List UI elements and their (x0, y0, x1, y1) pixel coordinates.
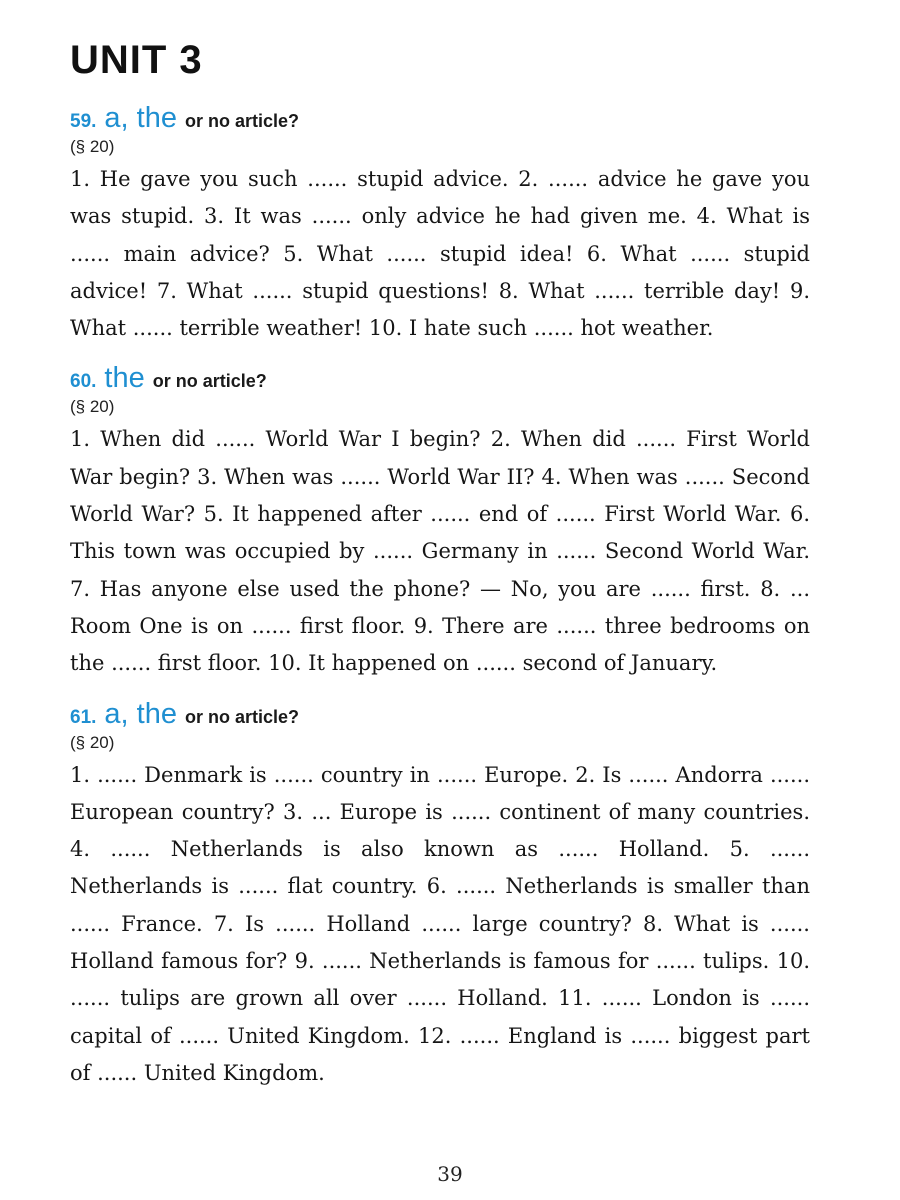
exercise-60 (70, 362, 810, 682)
exercise-61 (70, 697, 810, 1093)
exercise-instruction: or no article? (152, 371, 267, 392)
exercise-heading (70, 102, 810, 135)
exercise-59 (70, 102, 810, 347)
unit-title: UNIT 3 (70, 38, 203, 82)
exercise-number: 61. (70, 706, 97, 728)
textbook-page (70, 38, 810, 1110)
exercise-number: 60. (70, 371, 97, 393)
exercise-heading (70, 362, 810, 395)
grammar-reference: (§ 20) (70, 137, 115, 156)
exercise-instruction: or no article? (184, 706, 300, 727)
exercise-text: 1. ...... Denmark is ...... country in ...... Europe. 2. Is ...... Andorra ...... European country? 3. ... Europe is ...... continent of many countries. 4. ...... Netherlands is also known as ...... Holland. 5. ...... Netherlands is ...... flat country. 6. ...... Netherlands is smaller than ...... France. 7. Is ...... Holland ...... large country? 8. What is ...... Holland famous for? 9. ...... Netherlands is famous for ...... tulips. 10. ...... tulips are grown all over ...... Holland. 11. ...... London is ...... capital of ...... United Kingdom. 12. ...... England is ...... biggest part of ...... United Kingdom. (70, 762, 810, 1085)
exercise-article-words: a, the (104, 697, 177, 730)
exercise-text: 1. He gave you such ...... stupid advice. 2. ...... advice he gave you was stupid. 3. It was ...... only advice he had given me. 4. What is ...... main advice? 5. What ...... stupid idea! 6. What ...... stupid advice! 7. What ...... stupid questions! 8. What ...... terrible day! 9. What ...... terrible weather! 10. I hate such ...... hot weather. (70, 167, 810, 341)
grammar-reference: (§ 20) (70, 732, 115, 752)
exercise-instruction: or no article? (184, 111, 300, 131)
exercise-number: 59. (70, 111, 97, 132)
exercise-text: 1. When did ...... World War I begin? 2. When did ...... First World War begin? 3. When was ...... World War II? 4. When was ...... Second World War? 5. It happened after ...... end of ...... First World War. 6. This town was occupied by ...... Germany in ...... Second World War. 7. Has anyone else used the phone? — No, you are ...... first. 8. ... Room One is on ...... first floor. 9. There are ...... three bedrooms on the ...... first floor. 10. It happened on ...... second of January. (70, 427, 810, 676)
exercise-article-words: a, the (104, 102, 177, 134)
page-number: 39 (437, 1162, 463, 1186)
exercise-heading (70, 697, 810, 731)
exercise-article-words: the (104, 362, 145, 395)
grammar-reference: (§ 20) (70, 397, 115, 417)
